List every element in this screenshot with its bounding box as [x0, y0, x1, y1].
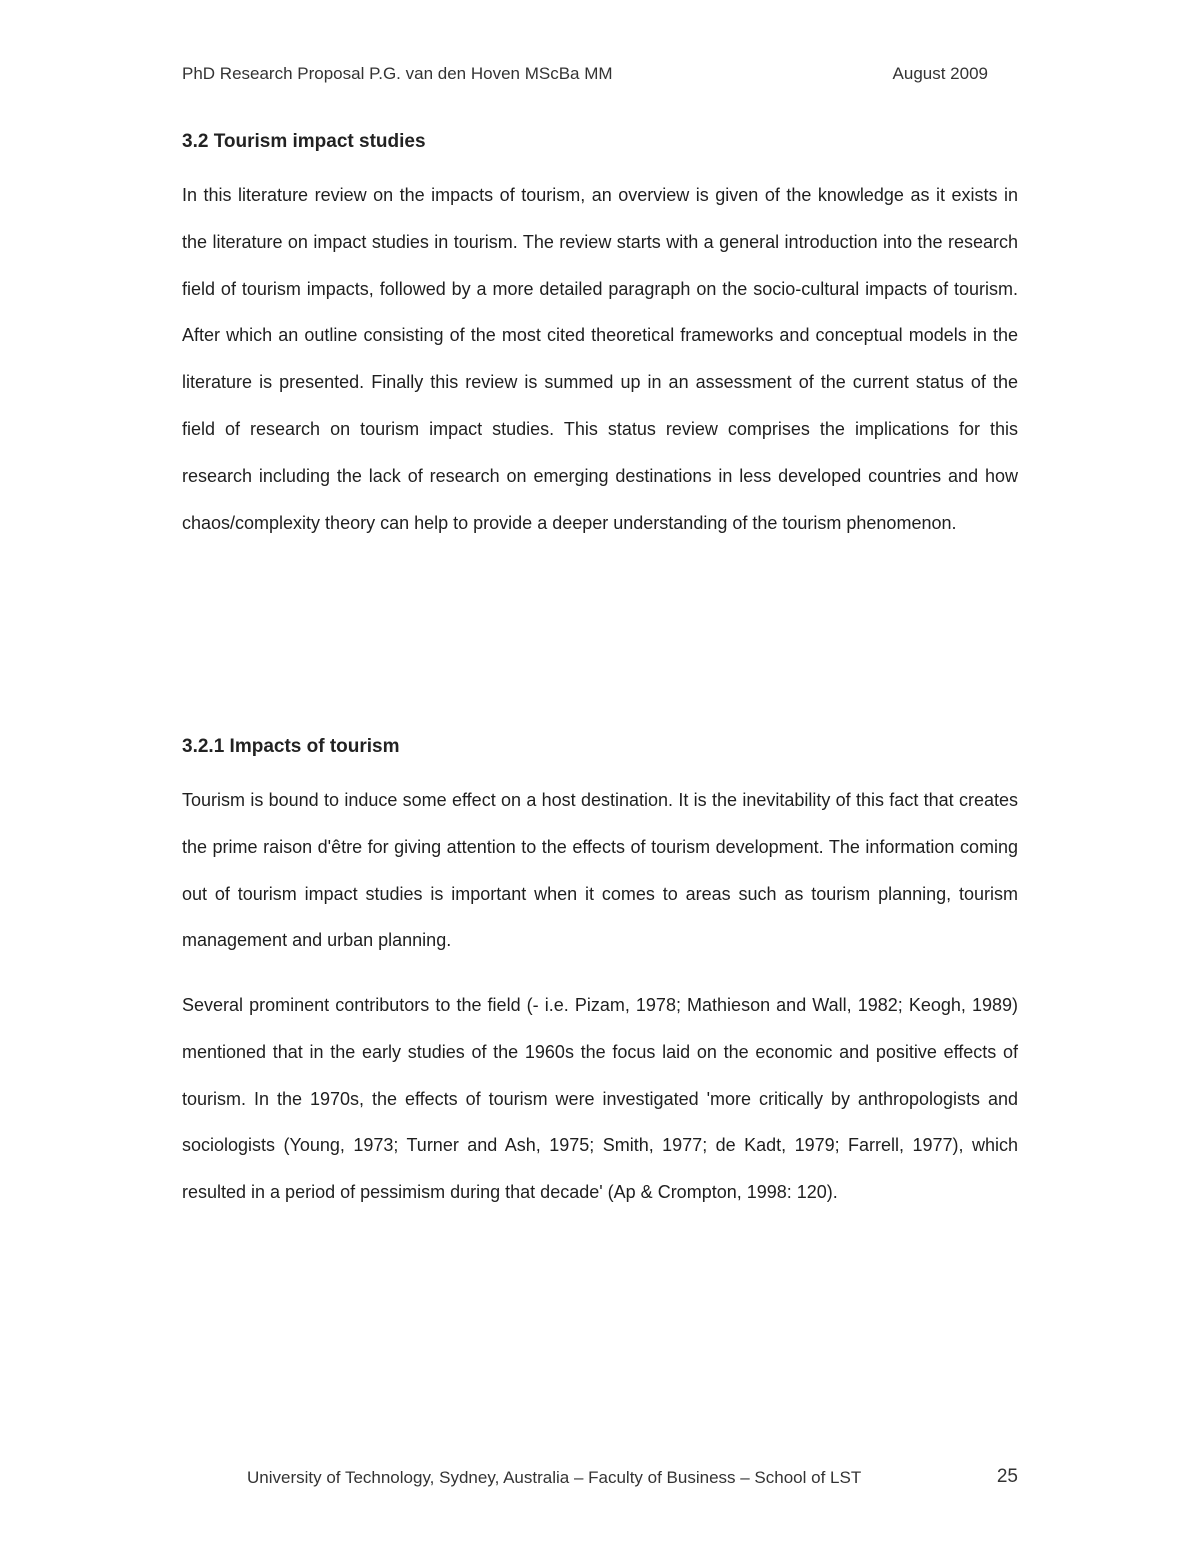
footer-affiliation: University of Technology, Sydney, Australia – Faculty of Business – School of LST — [247, 1468, 862, 1487]
section-heading: 3.2 Tourism impact studies — [182, 131, 426, 152]
body-paragraph: Tourism is bound to induce some effect on a host destination. It is the inevitability of this fact that creates the prime raison d'être for giving attention to the effects of tourism development. The information coming out of tourism impact studies is important when it comes to areas such as tourism planning, tourism management and urban planning. — [182, 790, 1018, 951]
page-number: 25 — [996, 1466, 1018, 1487]
subsection-heading: 3.2.1 Impacts of tourism — [182, 736, 400, 757]
body-paragraph: Several prominent contributors to the field (- i.e. Pizam, 1978; Mathieson and Wall, 1982; Keogh, 1989) mentioned that in the early studies of the 1960s the focus laid on the economic and positive effects of tourism. In the 1970s, the effects of tourism were investigated 'more critically by anthropologists and sociologists (Young, 1973; Turner and Ash, 1975; Smith, 1977; de Kadt, 1979; Farrell, 1977), which resulted in a period of pessimism during that decade' (Ap & Crompton, 1998: 120). — [182, 995, 1018, 1203]
body-paragraph: In this literature review on the impacts of tourism, an overview is given of the knowledge as it exists in the literature on impact studies in tourism. The review starts with a general introduction into the research field of tourism impacts, followed by a more detailed paragraph on the socio-cultural impacts of tourism. After which an outline consisting of the most cited theoretical frameworks and conceptual models in the literature is presented. Finally this review is summed up in an assessment of the current status of the field of research on tourism impact studies. This status review comprises the implications for this research including the lack of research on emerging destinations in less developed countries and how chaos/complexity theory can help to provide a deeper understanding of the tourism phenomenon. — [182, 185, 1018, 533]
header-date: August 2009 — [892, 64, 988, 83]
header-title: PhD Research Proposal P.G. van den Hoven MScBa MM — [182, 64, 613, 83]
